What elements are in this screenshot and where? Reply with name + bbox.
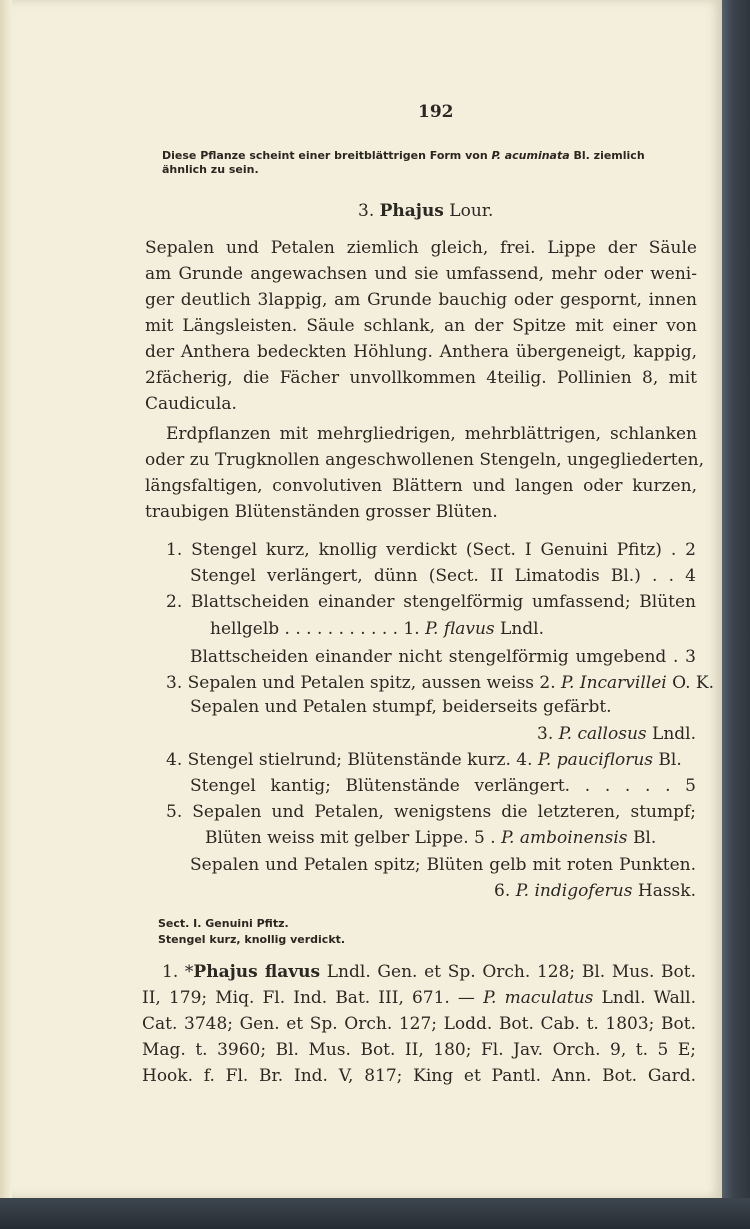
genus-number: 3. [358, 201, 375, 221]
species-line-4: Mag. t. 3960; Bl. Mus. Bot. II, 180; Fl. Jav. Orch. 9, t. 5 E; [142, 1040, 696, 1060]
section-title: Sect. I. Genuini Pfitz. [158, 917, 289, 930]
key-3a: 3. Sepalen und Petalen spitz, aussen weiss 2. P. Incarvillei O. K. [166, 673, 714, 693]
book-binding [722, 0, 750, 1229]
key-1a: 1. Stengel kurz, knollig verdickt (Sect. I Genuini Pfitz) . 2 [166, 540, 696, 560]
key-3b: Sepalen und Petalen stumpf, beiderseits gefärbt. [190, 697, 612, 717]
key-5b-result: 6. P. indigoferus Hassk. [494, 881, 696, 901]
key-5a-taxon: P. amboinensis [501, 828, 628, 848]
habit-line-1: Erdpflanzen mit mehrgliedrigen, mehrblättrigen, schlanken [166, 424, 697, 444]
key-4a-taxon: P. pauciflorus [537, 750, 654, 770]
key-5b-taxon: P. indigoferus [515, 881, 633, 901]
key-3b-result: 3. P. callosus Lndl. [537, 724, 696, 744]
genus-name: Phajus [379, 201, 444, 221]
key-4a: 4. Stengel stielrund; Blütenstände kurz. 4. P. pauciflorus Bl. [166, 750, 682, 770]
description-line-6: 2fächerig, die Fächer unvollkommen 4teilig. Pollinien 8, mit [145, 368, 697, 388]
genus-author: Lour. [449, 201, 494, 221]
species-line-5: Hook. f. Fl. Br. Ind. V, 817; King et Pantl. Ann. Bot. Gard. [142, 1066, 696, 1086]
scanner-bed [0, 1198, 750, 1229]
page-number: 192 [418, 102, 454, 122]
key-2b: Blattscheiden einander nicht stengelförmig umgebend . 3 [190, 647, 696, 667]
key-5a: 5. Sepalen und Petalen, wenigstens die letzteren, stumpf; [166, 802, 696, 822]
key-3b-taxon: P. callosus [558, 724, 647, 744]
genus-heading [358, 201, 493, 221]
description-line-3: ger deutlich 3lappig, am Grunde bauchig oder gespornt, innen [145, 290, 697, 310]
key-2a-taxon: P. flavus [425, 619, 495, 639]
page-gutter [0, 0, 12, 1198]
key-5b: Sepalen und Petalen spitz; Blüten gelb mit roten Punkten. [190, 855, 696, 875]
key-5a-cont: Blüten weiss mit gelber Lippe. 5 . P. amboinensis Bl. [205, 828, 657, 848]
description-line-4: mit Längsleisten. Säule schlank, an der Spitze mit einer von [145, 316, 697, 336]
key-2a: 2. Blattscheiden einander stengelförmig umfassend; Blüten [166, 592, 696, 612]
note-line-2: ähnlich zu sein. [162, 163, 259, 176]
habit-line-4: traubigen Blütenständen grosser Blüten. [145, 502, 498, 522]
key-2a-cont: hellgelb . . . . . . . . . . . 1. P. flavus Lndl. [210, 619, 544, 639]
description-line-1: Sepalen und Petalen ziemlich gleich, frei. Lippe der Säule [145, 238, 697, 258]
species-name: Phajus flavus [193, 962, 321, 982]
synonym-taxon: P. maculatus [483, 988, 594, 1008]
description-line-2: am Grunde angewachsen und sie umfassend, mehr oder weni- [145, 264, 697, 284]
description-line-5: der Anthera bedeckten Höhlung. Anthera übergeneigt, kappig, [145, 342, 697, 362]
species-line-1: 1. *Phajus flavus Lndl. Gen. et Sp. Orch. 128; Bl. Mus. Bot. [162, 962, 697, 982]
key-4b: Stengel kantig; Blütenstände verlängert. . . . . . 5 [190, 776, 696, 796]
habit-line-3: längsfaltigen, convolutiven Blättern und langen oder kurzen, [145, 476, 697, 496]
species-line-3: Cat. 3748; Gen. et Sp. Orch. 127; Lodd. Bot. Cab. t. 1803; Bot. [142, 1014, 696, 1034]
species-line-2: II, 179; Miq. Fl. Ind. Bat. III, 671. — P. maculatus Lndl. Wall. [142, 988, 697, 1008]
note-line-1: Diese Pflanze scheint einer breitblättrigen Form von P. acuminata Bl. ziemlich [162, 149, 645, 162]
description-line-7: Caudicula. [145, 394, 237, 414]
key-3a-taxon: P. Incarvillei [561, 673, 667, 693]
habit-line-2: oder zu Trugknollen angeschwollenen Stengeln, ungegliederten, [145, 450, 704, 470]
key-1b: Stengel verlängert, dünn (Sect. II Limatodis Bl.) . . 4 [190, 566, 696, 586]
section-subtitle: Stengel kurz, knollig verdickt. [158, 933, 346, 946]
